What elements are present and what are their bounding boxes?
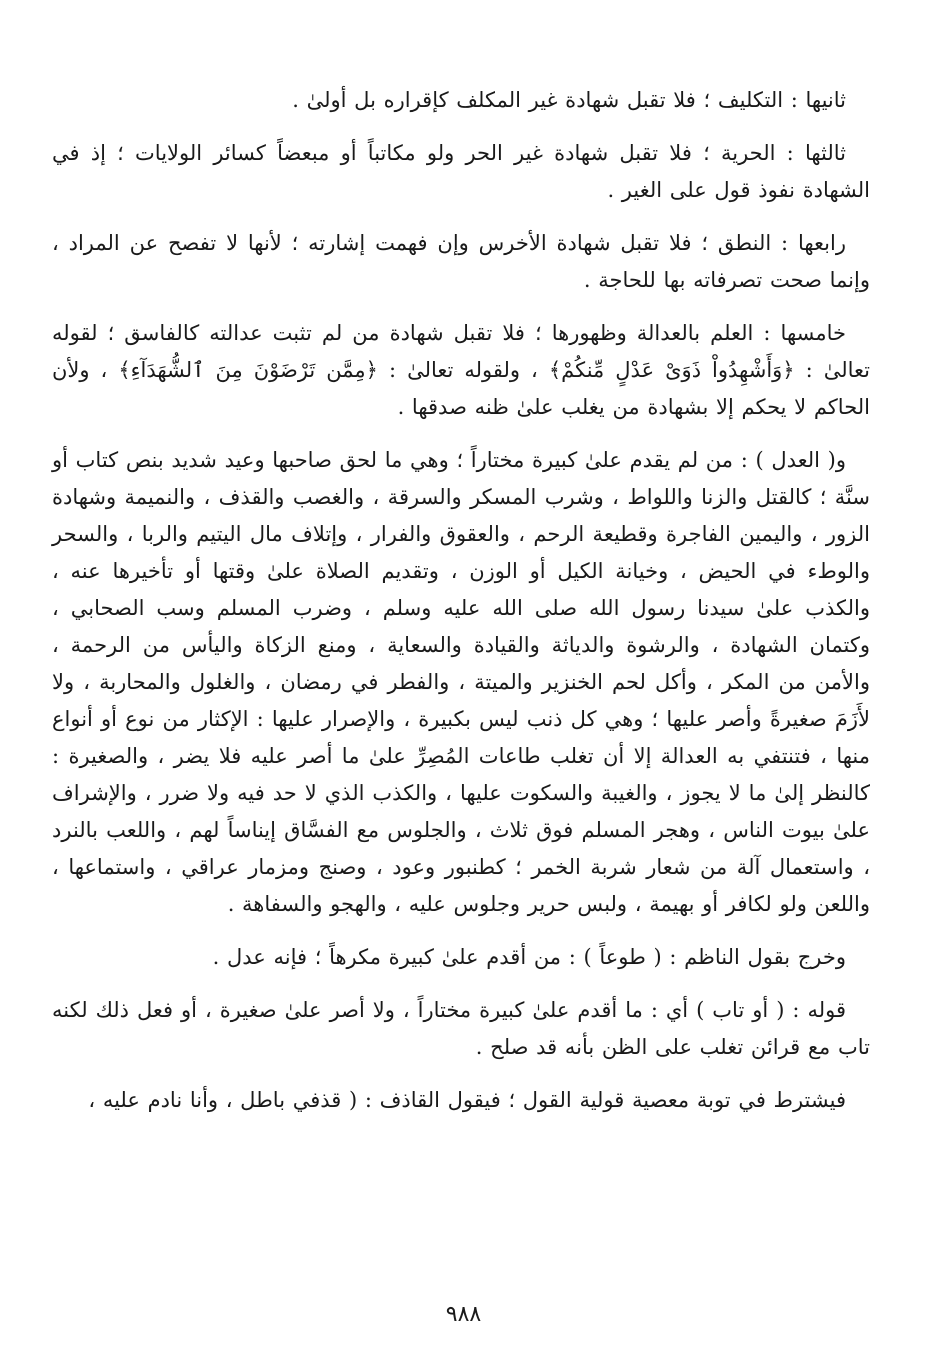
paragraph-third-condition: ثالثها : الحرية ؛ فلا تقبل شهادة غير الحر ولو مكاتباً أو مبعضاً كسائر الولايات ؛ إذ في الشهادة نفوذ قول على الغير . [52,141,870,202]
page-number: ٩٨٨ [445,1302,482,1327]
paragraph-repentance: قوله : ( أو تاب ) أي : ما أقدم علىٰ كبيرة مختاراً ، ولا أصر علىٰ صغيرة ، أو فعل ذلك لكنه تاب مع قرائن تغلب على الظن بأنه قد صلح . [52,998,870,1059]
paragraph-verbal-sin-repentance: فيشترط في توبة معصية قولية القول ؛ فيقول القاذف : ( قذفي باطل ، وأنا نادم عليه ، [88,1088,846,1112]
paragraph-fifth-condition: خامسها : العلم بالعدالة وظهورها ؛ فلا تقبل شهادة من لم تثبت عدالته كالفاسق ؛ لقوله تعالىٰ : ﴿وَأَشْهِدُواْ ذَوَىْ عَدْلٍ مِّنكُمْ﴾ ، ولقوله تعالىٰ : ﴿مِمَّن تَرْضَوْنَ مِنَ ٱلشُّهَدَآءِ﴾ ، ولأن الحاكم لا يحكم إلا بشهادة من يغلب علىٰ ظنه صدقها . [52,321,870,419]
paragraph-fourth-condition: رابعها : النطق ؛ فلا تقبل شهادة الأخرس وإن فهمت إشارته ؛ لأنها لا تفصح عن المراد ، وإنما صحت تصرفاته بها للحاجة . [52,231,870,292]
paragraph-definition-of-adl: و( العدل ) : من لم يقدم علىٰ كبيرة مختاراً ؛ وهي ما لحق صاحبها وعيد شديد بنص كتاب أو سنَّة ؛ كالقتل والزنا واللواط ، وشرب المسكر والسرقة ، والغصب والقذف ، والنميمة وشهادة الزور ، واليمين الفاجرة وقطيعة الرحم ، والعقوق والفرار ، وإتلاف مال اليتيم والربا ، والسحر والوطء في الحيض ، وخيانة الكيل أو الوزن ، وتقديم الصلاة علىٰ وقتها أو تأخيرها عنه ، والكذب علىٰ سيدنا رسول الله صلى الله عليه وسلم ، وضرب المسلم وسب الصحابي ، وكتمان الشهادة ، والرشوة والدياثة والقيادة والسعاية ، ومنع الزكاة واليأس من الرحمة ، والأمن من المكر ، وأكل لحم الخنزير والميتة ، والفطر في رمضان ، والغلول والمحاربة ، ولا لأَزَمَ صغيرةً وأصر عليها ؛ وهي كل ذنب ليس بكبيرة ، والإصرار عليها : الإكثار من نوع أو أنواع منها ، فتنتفي به العدالة إلا أن تغلب طاعات المُصِرِّ علىٰ ما أصر عليه فلا يضر ، والصغيرة : كالنظر إلىٰ ما لا يجوز ، والغيبة والسكوت عليها ، والكذب الذي لا حد فيه ولا ضرر ، والإشراف علىٰ بيوت الناس ، وهجر المسلم فوق ثلاث ، والجلوس مع الفسَّاق إيناساً لهم ، واللعب بالنرد ، واستعمال آلة من شعار شربة الخمر ؛ كطنبور وعود ، وصنج ومزمار عراقي ، واستماعها ، واللعن ولو لكافر أو بهيمة ، ولبس حرير وجلوس عليه ، والهجو والسفاهة . [52,448,871,916]
page-body [52,82,870,1135]
paragraph-coercion-exception: وخرج بقول الناظم : ( طوعاً ) : من أقدم علىٰ كبيرة مكرهاً ؛ فإنه عدل . [212,945,846,969]
paragraph-second-condition: ثانيها : التكليف ؛ فلا تقبل شهادة غير المكلف كإقراره بل أولىٰ . [292,88,846,112]
